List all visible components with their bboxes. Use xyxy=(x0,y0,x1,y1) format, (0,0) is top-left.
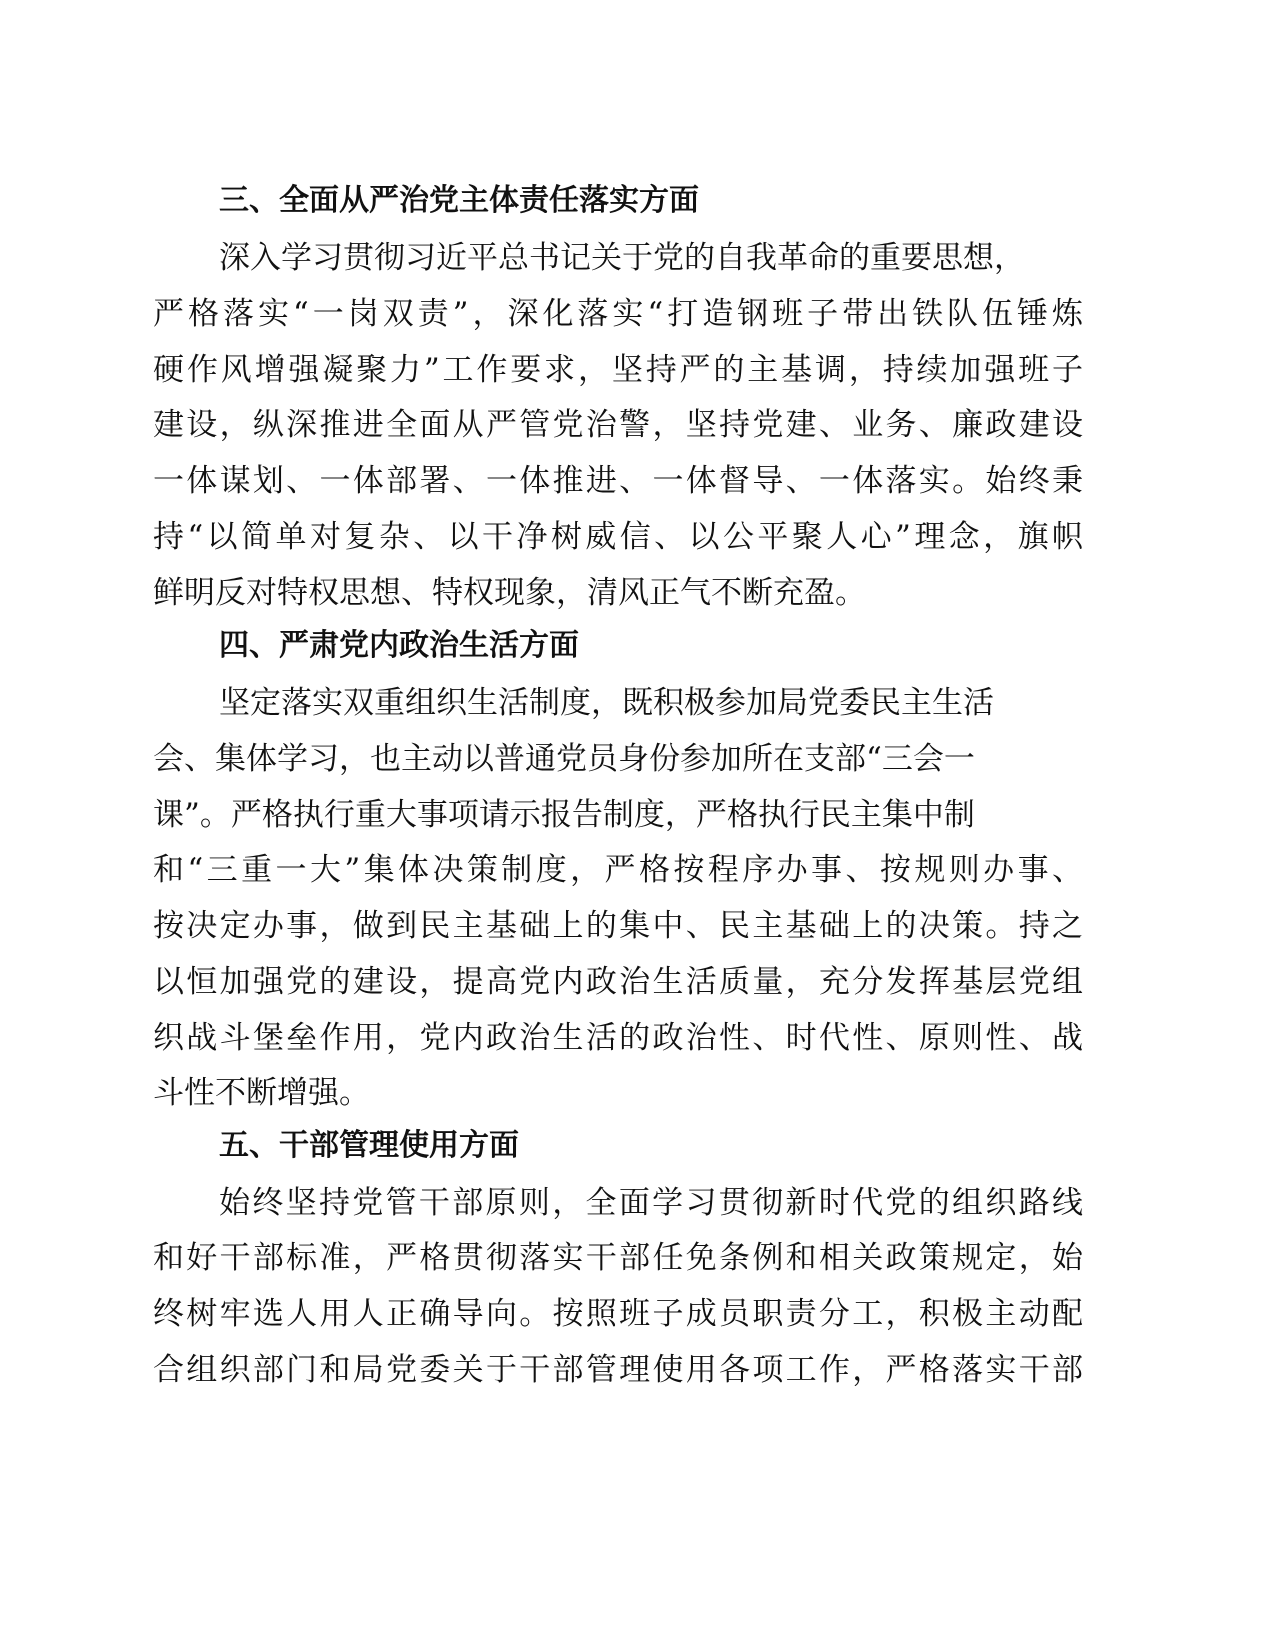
paragraph-line: 以恒加强党的建设，提高党内政治生活质量，充分发挥基层党组 xyxy=(153,964,1083,1000)
paragraph-line: 终树牢选人用人正确导向。按照班子成员职责分工，积极主动配 xyxy=(153,1296,1083,1332)
paragraph-line: 斗性不断增强。 xyxy=(153,1075,370,1111)
paragraph-line: 会、集体学习，也主动以普通党员身份参加所在支部“三会一 xyxy=(153,741,975,777)
paragraph-line: 按决定办事，做到民主基础上的集中、民主基础上的决策。持之 xyxy=(153,908,1083,944)
paragraph-line: 持“以简单对复杂、以干净树威信、以公平聚人心”理念，旗帜 xyxy=(153,519,1083,555)
paragraph-line: 硬作风增强凝聚力”工作要求，坚持严的主基调，持续加强班子 xyxy=(153,352,1083,388)
paragraph-line: 织战斗堡垒作用，党内政治生活的政治性、时代性、原则性、战 xyxy=(153,1020,1083,1056)
paragraph-line: 鲜明反对特权思想、特权现象，清风正气不断充盈。 xyxy=(153,575,866,611)
paragraph-line: 坚定落实双重组织生活制度，既积极参加局党委民主生活 xyxy=(219,685,994,721)
section-heading: 四、严肃党内政治生活方面 xyxy=(219,628,579,663)
paragraph-line: 和好干部标准，严格贯彻落实干部任免条例和相关政策规定，始 xyxy=(153,1240,1083,1276)
paragraph-line: 课”。严格执行重大事项请示报告制度，严格执行民主集中制 xyxy=(153,797,975,833)
paragraph-line: 深入学习贯彻习近平总书记关于党的自我革命的重要思想， xyxy=(219,240,1025,276)
paragraph-line: 合组织部门和局党委关于干部管理使用各项工作，严格落实干部 xyxy=(153,1352,1083,1388)
paragraph-line: 建设，纵深推进全面从严管党治警，坚持党建、业务、廉政建设 xyxy=(153,407,1083,443)
section-heading: 五、干部管理使用方面 xyxy=(219,1128,519,1163)
paragraph-line: 和“三重一大”集体决策制度，严格按程序办事、按规则办事、 xyxy=(153,852,1083,888)
section-heading: 三、全面从严治党主体责任落实方面 xyxy=(219,183,699,218)
paragraph-line: 一体谋划、一体部署、一体推进、一体督导、一体落实。始终秉 xyxy=(153,463,1083,499)
paragraph-line: 严格落实“一岗双责”，深化落实“打造钢班子带出铁队伍锤炼 xyxy=(153,296,1083,332)
paragraph-line: 始终坚持党管干部原则，全面学习贯彻新时代党的组织路线 xyxy=(219,1185,1083,1221)
